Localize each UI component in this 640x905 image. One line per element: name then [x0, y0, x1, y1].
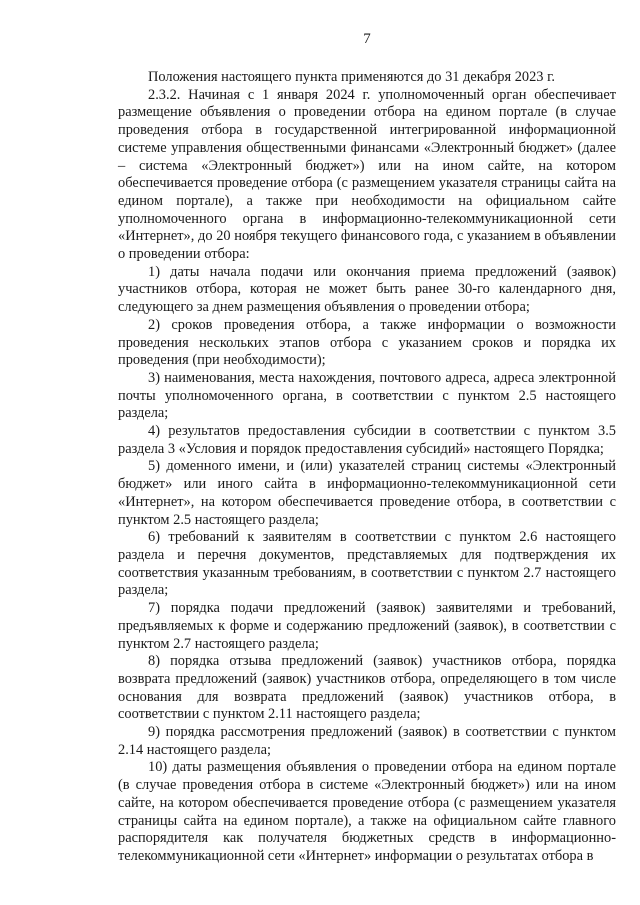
list-item-5: 5) доменного имени, и (или) указателей страниц системы «Электронный бюджет» или иного сайта в информационно-телекоммуникационной сети «Интернет», на котором обеспечивается проведение отбора, в соответствии с пунктом 2.5 настоящего раздела; [118, 458, 616, 528]
list-item-1: 1) даты начала подачи или окончания приема предложений (заявок) участников отбора, которая не может быть ранее 30-го календарного дня, следующего за днем размещения объявления о проведении отбора; [118, 263, 616, 316]
page-number: 7 [363, 31, 371, 47]
paragraph-2-3-2: 2.3.2. Начиная с 1 января 2024 г. уполномоченный орган обеспечивает размещение объявления о проведении отбора на едином портале (в случае проведения отбора в государственной интегрированной информационной системе управления общественными финансами «Электронный бюджет» (далее – система «Электронный бюджет») или на ином сайте, на котором обеспечивается проведение отбора (с размещением указателя страницы сайта на едином портале), а также при необходимости на официальном сайте уполномоченного органа в информационно-телекоммуникационной сети «Интернет», до 20 ноября текущего финансового года, с указанием в объявлении о проведении отбора: [118, 86, 616, 263]
list-item-3: 3) наименования, места нахождения, почтового адреса, адреса электронной почты уполномоченного органа, в соответствии с пунктом 2.5 настоящего раздела; [118, 369, 616, 422]
list-item-10: 10) даты размещения объявления о проведении отбора на едином портале (в случае проведения отбора в системе «Электронный бюджет») или на ином сайте, на котором обеспечивается проведение отбора (с размещением указателя страницы сайта на едином портале), а также на официальном сайте главного распорядителя как получателя бюджетных средств в информационно-телекоммуникационной сети «Интернет» информации о результатах отбора в [118, 759, 616, 864]
list-item-8: 8) порядка отзыва предложений (заявок) участников отбора, порядка возврата предложений (заявок) участников отбора, определяющего в том числе основания для возврата предложений (заявок) участников отбора, в соответствии с пунктом 2.11 настоящего раздела; [118, 653, 616, 723]
list-item-6: 6) требований к заявителям в соответствии с пунктом 2.6 настоящего раздела и перечня документов, представляемых для подтверждения их соответствия указанным требованиям, в соответствии с пунктом 2.7 настоящего раздела; [118, 529, 616, 599]
list-item-9: 9) порядка рассмотрения предложений (заявок) в соответствии с пунктом 2.14 настоящего раздела; [118, 724, 616, 758]
list-item-7: 7) порядка подачи предложений (заявок) заявителями и требований, предъявляемых к форме и содержанию предложений (заявок), в соответствии с пунктом 2.7 настоящего раздела; [118, 600, 616, 652]
paragraph-intro: Положения настоящего пункта применяются до 31 декабря 2023 г. [148, 69, 555, 85]
document-page [118, 30, 616, 866]
list-item-2: 2) сроков проведения отбора, а также информации о возможности проведения нескольких этапов отбора с указанием сроков и порядка их проведения (при необходимости); [118, 316, 616, 369]
list-item-4: 4) результатов предоставления субсидии в соответствии с пунктом 3.5 раздела 3 «Условия и порядок предоставления субсидий» настоящего Порядка; [118, 423, 616, 457]
